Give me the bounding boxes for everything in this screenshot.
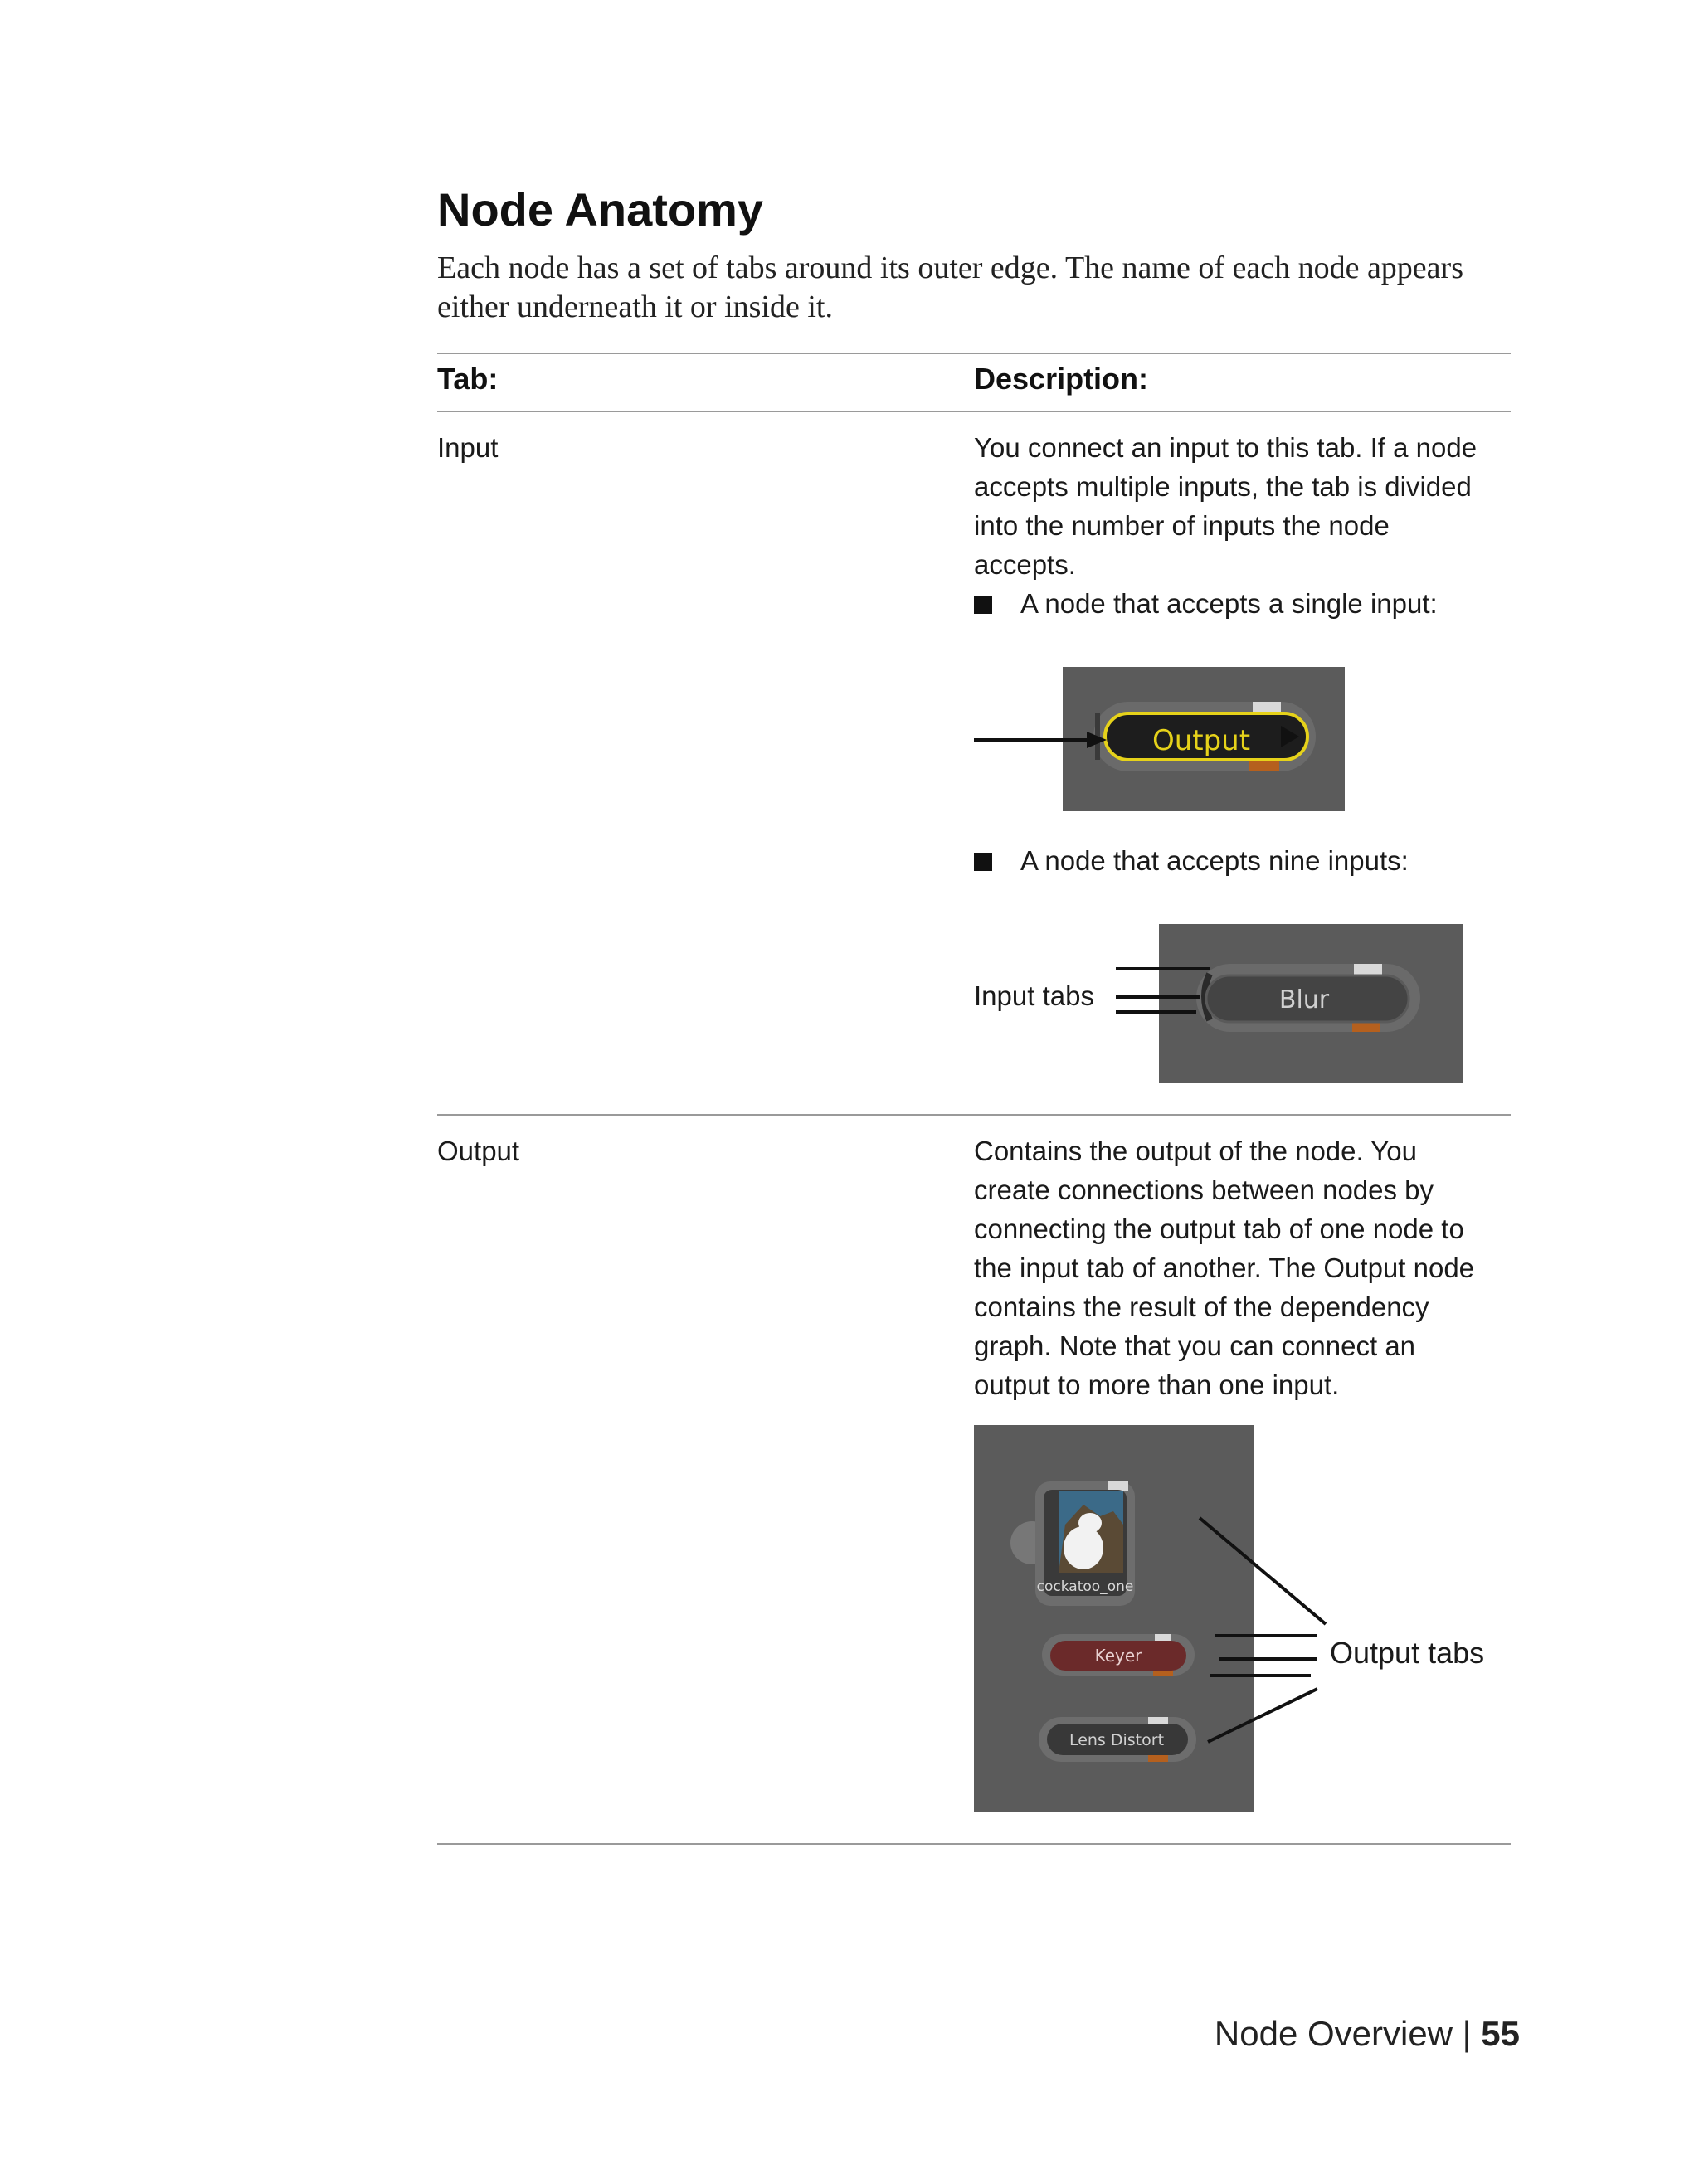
node-label-cockatoo: cockatoo_one bbox=[1036, 1578, 1134, 1595]
intro-paragraph: Each node has a set of tabs around its outer edge. The name of each node appears either underneath it or inside it. bbox=[437, 251, 1463, 324]
row-divider-rule bbox=[437, 1114, 1511, 1116]
cockatoo-image bbox=[1064, 1526, 1103, 1569]
bullet-nine-inputs: A node that accepts nine inputs: bbox=[974, 845, 1409, 877]
node-label-output: Output bbox=[1151, 724, 1251, 757]
row-output-description: Contains the output of the node. You create connections between nodes by connecting the output tab of one node to the input tab of another. The Output node contains the result of the dependency graph. Note that you can connect an output to more than one input. bbox=[974, 1136, 1475, 1400]
cockatoo-head bbox=[1078, 1513, 1102, 1533]
node-output-tab bbox=[1249, 760, 1279, 771]
output-tabs-figure bbox=[974, 1425, 1505, 1812]
page-footer bbox=[1215, 2014, 1520, 2054]
node-label-keyer: Keyer bbox=[1094, 1646, 1142, 1666]
page-title: Node Anatomy bbox=[437, 183, 764, 236]
node-top-tab bbox=[1253, 702, 1281, 713]
row-input-tab: Input bbox=[437, 432, 499, 463]
node-top-tab bbox=[1354, 964, 1382, 975]
callout-line bbox=[1200, 1518, 1326, 1624]
footer-section: Node Overview | bbox=[1214, 2014, 1472, 2053]
callout-line bbox=[1208, 1689, 1317, 1742]
callout-output-tabs: Output tabs bbox=[1330, 1636, 1485, 1670]
header-tab: Tab: bbox=[437, 362, 499, 396]
table-bottom-rule bbox=[437, 1843, 1511, 1845]
node-label-blur: Blur bbox=[1278, 985, 1330, 1014]
row-input-description: You connect an input to this tab. If a node accepts multiple inputs, the tab is divided into the number of inputs the node accepts. bbox=[974, 432, 1477, 580]
table-header-rule bbox=[437, 411, 1511, 412]
bullet-single-input: A node that accepts a single input: bbox=[974, 588, 1438, 620]
single-input-figure bbox=[971, 664, 1352, 815]
nine-inputs-figure bbox=[1112, 922, 1464, 1085]
node-label-lens-distort: Lens Distort bbox=[1069, 1731, 1165, 1749]
bullet-square-icon bbox=[974, 596, 992, 614]
page-number: 55 bbox=[1481, 2014, 1520, 2053]
table-top-rule bbox=[437, 353, 1511, 354]
callout-input-tabs: Input tabs bbox=[974, 980, 1094, 1011]
header-description: Description: bbox=[974, 362, 1149, 396]
bullet-square-icon bbox=[974, 853, 992, 871]
row-output-tab: Output bbox=[437, 1136, 520, 1166]
